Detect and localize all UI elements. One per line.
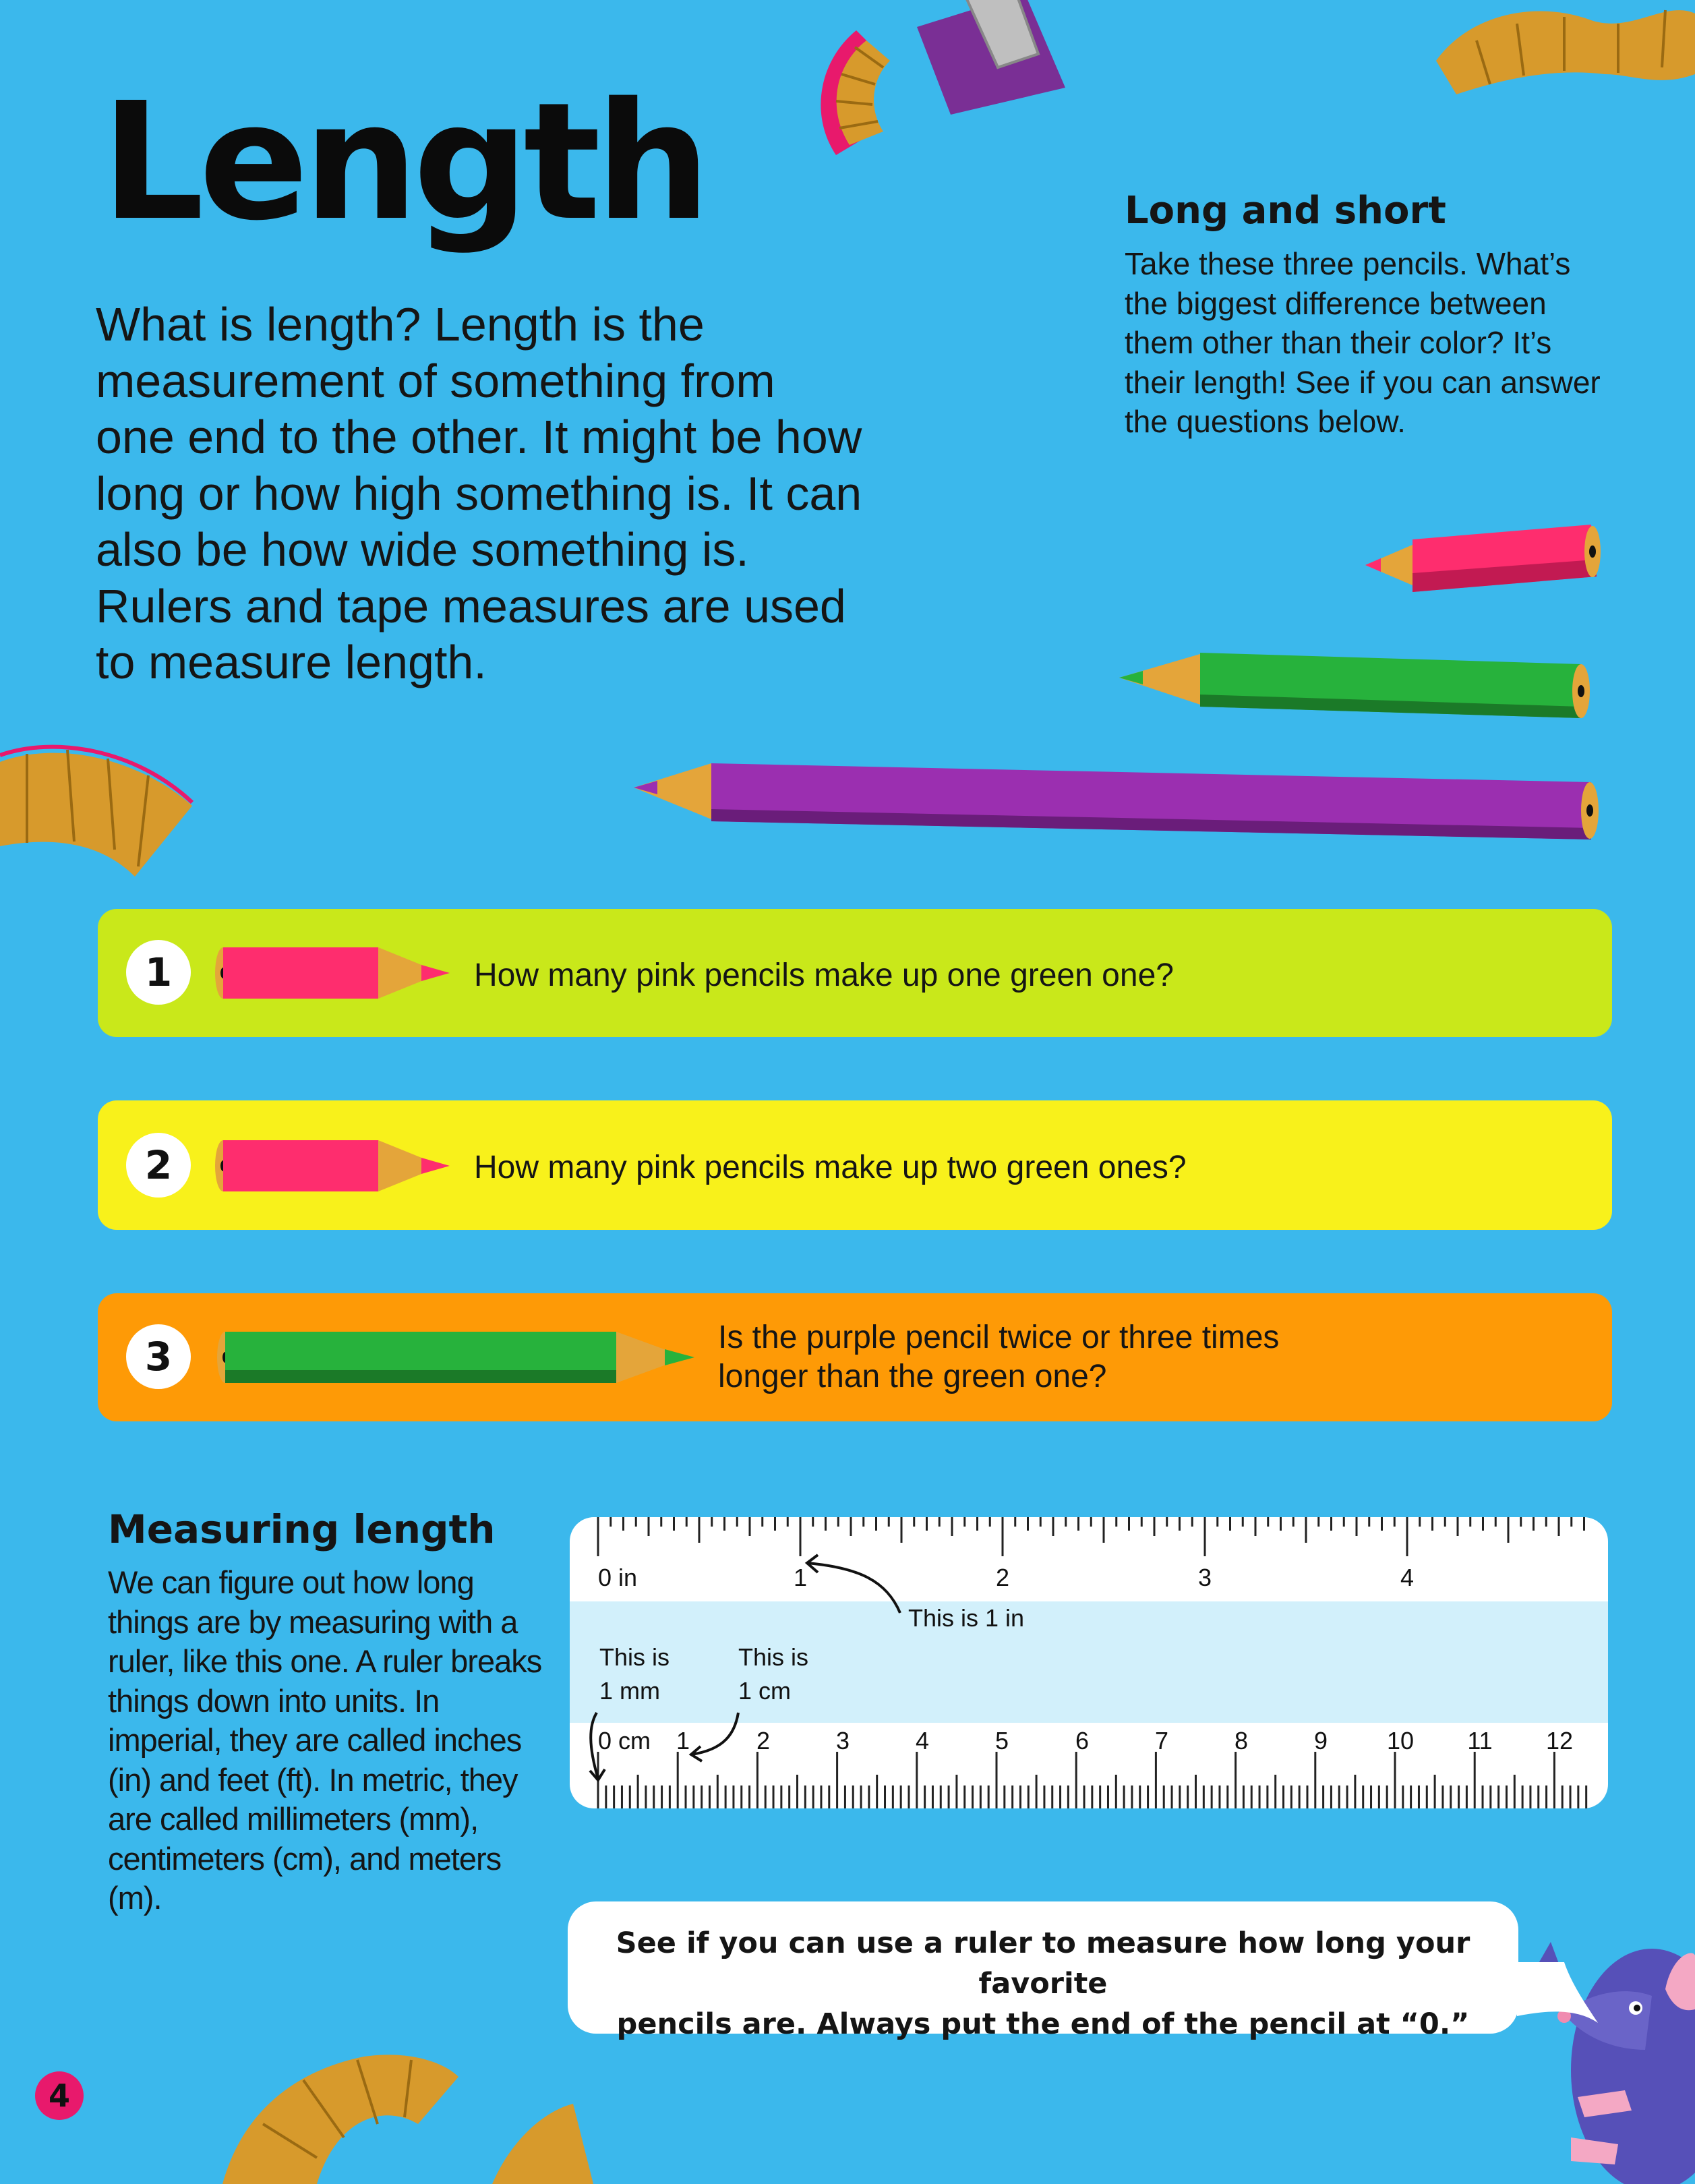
inch-label-4: 4 — [1400, 1564, 1415, 1591]
cm-label-2: 2 — [756, 1727, 771, 1754]
tip-text — [568, 1923, 1518, 2044]
cm-label-10: 10 — [1386, 1727, 1415, 1754]
ruler-markings — [570, 1517, 1608, 1808]
inch-label-3: 3 — [1197, 1564, 1212, 1591]
inch-label-0: 0 in — [598, 1564, 638, 1591]
cm-label-4: 4 — [915, 1727, 930, 1754]
intro-paragraph: What is length? Length is the measurement of something from one end to the other. It might be how long or how high something is. It can also be how wide something is. Rulers and tape measures are used to measure length. — [96, 298, 862, 688]
long-and-short-text: Take these three pencils. What’s the biggest difference between them other than their color? It’s their length! See if you can answer the questions below. — [1125, 246, 1601, 439]
cm-label-9: 9 — [1313, 1727, 1328, 1754]
inch-label-2: 2 — [995, 1564, 1010, 1591]
cm-label-5: 5 — [994, 1727, 1009, 1754]
note-mm-line2: 1 mm — [599, 1677, 660, 1705]
question-number-3: 3 — [126, 1324, 191, 1389]
long-and-short-heading: Long and short — [1125, 189, 1446, 233]
cm-label-0: 0 cm — [598, 1727, 651, 1754]
pencil-shavings-left — [0, 747, 192, 877]
green-pencil-illustration — [1119, 653, 1590, 718]
note-one-inch: This is 1 in — [908, 1604, 1025, 1632]
cm-label-6: 6 — [1075, 1727, 1090, 1754]
note-mm-line1: This is — [599, 1643, 670, 1671]
cm-label-1: 1 — [676, 1727, 690, 1754]
pink-pencil-icon — [212, 1137, 455, 1195]
pink-pencil-icon — [212, 944, 455, 1002]
question-number-2: 2 — [126, 1133, 191, 1198]
measuring-length-heading: Measuring length — [108, 1506, 496, 1552]
cm-label-8: 8 — [1234, 1727, 1249, 1754]
cm-label-12: 12 — [1545, 1727, 1574, 1754]
question-text-1: How many pink pencils make up one green one? — [474, 957, 1174, 993]
question-text-3: Is the purple pencil twice or three times longer than the green one? — [718, 1320, 1280, 1394]
note-cm-line2: 1 cm — [738, 1677, 792, 1705]
tip-line-1: See if you can use a ruler to measure how long your favorite — [616, 1926, 1470, 2001]
question-number-1: 1 — [126, 940, 191, 1005]
purple-pencil-illustration — [634, 763, 1599, 839]
speech-bubble-tail — [1510, 1955, 1605, 2030]
pink-pencil-illustration — [1365, 525, 1601, 592]
cm-label-7: 7 — [1154, 1727, 1169, 1754]
tip-line-2: pencils are. Always put the end of the pencil at “0.” — [616, 2007, 1470, 2041]
pencil-shavings-bottom — [222, 2055, 593, 2184]
question-text-2: How many pink pencils make up two green ones? — [474, 1150, 1187, 1185]
page-title: Length — [101, 67, 705, 256]
page-number: 4 — [35, 2071, 84, 2120]
note-cm-line1: This is — [738, 1643, 809, 1671]
measuring-length-text: We can figure out how long things are by measuring with a ruler, like this one. A ruler breaks things down into units. In imperial, they are called inches (in) and feet (ft). In metric, they are called millimeters (mm), centimeters (cm), and meters (m). — [108, 1564, 542, 1916]
cm-label-11: 11 — [1467, 1727, 1493, 1754]
cm-label-3: 3 — [835, 1727, 850, 1754]
pencil-shavings-top-right — [1436, 10, 1695, 94]
pencil-shavings-top-center — [821, 0, 1065, 155]
green-pencil-icon — [214, 1328, 700, 1386]
inch-label-1: 1 — [793, 1564, 808, 1591]
